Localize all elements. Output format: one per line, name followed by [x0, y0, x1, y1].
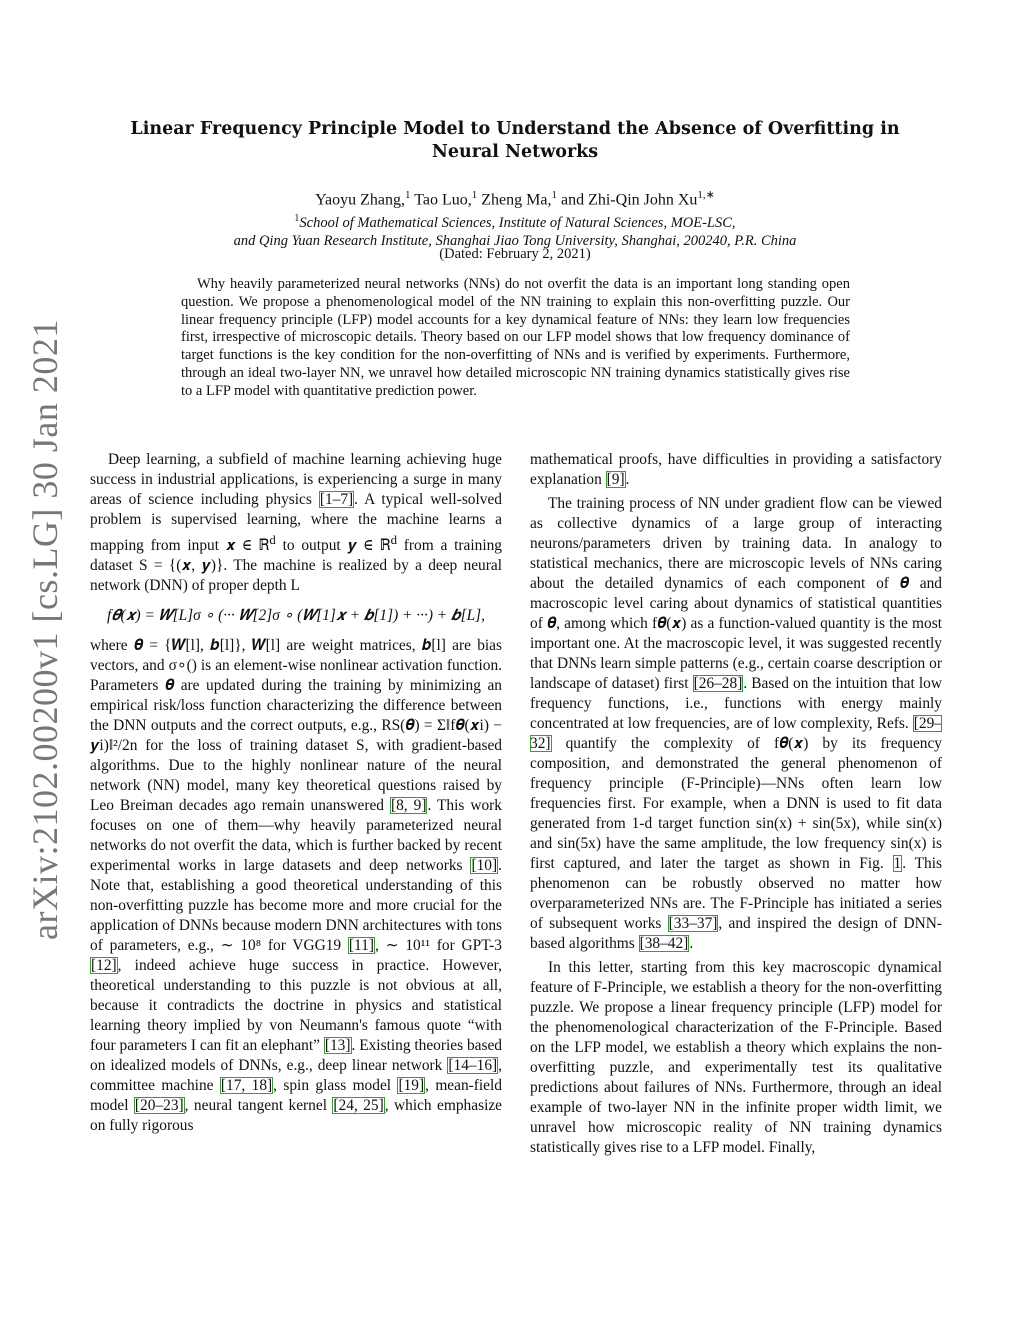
right-paragraph-3: In this letter, starting from this key macroscopic dynamical feature of F-Principle, we establish a theory for the non-overfitting puzzle. We propose a linear frequency principle (LFP) model for the phenomenological characterization of the F-Principle. Based on the LFP model, we establish a theory which explains the non-overfitting puzzle, and experimentally test its qualitative predictions about failures of NNs. Furthermore, through an ideal example of two-layer NN in the infinite proper width limit, we unravel how microscopic reality of NN training dynamics statistically gives rise to a LFP model. Finally,: [530, 959, 942, 1156]
citation-link[interactable]: [10]: [471, 857, 498, 875]
right-column: [530, 450, 942, 1158]
title-line-1: Linear Frequency Principle Model to Understand the Absence of Overfitting in: [130, 119, 900, 139]
author-4: and Zhi-Qin John Xu: [560, 191, 698, 209]
affiliation-line-2: and Qing Yuan Research Institute, Shanghai Jiao Tong University, Shanghai, 200240, P.R. China: [233, 232, 797, 249]
corresponding-author-link[interactable]: 1,∗: [697, 189, 715, 201]
citation-link[interactable]: [29–32]: [530, 715, 942, 752]
citation-link[interactable]: [12]: [91, 957, 117, 975]
left-column: [90, 450, 502, 1136]
citation-link[interactable]: [33–37]: [668, 915, 718, 932]
citation-link[interactable]: [8, 9]: [390, 797, 427, 815]
affiliation: $^1$School of Mathematical Sciences, Institute of Natural Sciences, MOE-LSC, and Qing Yuan Research Institute, Shanghai Jiao Tong University, Shanghai, 200240, P.R. China: [100, 210, 930, 250]
left-paragraph-2: where 𝜽 = {𝑾[l], 𝒃[l]}, 𝑾[l] are weight matrices, 𝒃[l] are bias vectors, and σ∘() is an element-wise nonlinear activation function. Parameters 𝜽 are updated during the training by minimizing an empirical risk/loss function characterizing the difference between the DNN outputs and the correct outputs, e.g., RS(𝜽) = Σ‖f𝜽(𝒙i) − 𝒚i)‖²/2n for the loss of training dataset S, with gradient-based algorithms. Due to the highly nonlinear nature of the neural network (NN) model, many key theoretical questions raised by Leo Breiman decades ago remain unanswered [8, 9]. This work focuses on one of them—why heavily parameterized neural networks do not overfit the data, which is further backed by recent experimental works in large datasets and deep networks [10]. Note that, establishing a good theoretical understanding of this non-overfitting puzzle has become more and more crucial for the application of DNNs because modern DNN architectures with tons of parameters, e.g., ∼ 10⁸ for VGG19 [11], ∼ 10¹¹ for GPT-3 [12], indeed achieve huge success in practice. However, theoretical understanding to this puzzle is not obvious at all, because it contradicts the doctrine in physics and statistical learning theory implied by von Neumann's famous quote “with four parameters I can fit an elephant” [13]. Existing theories based on idealized models of DNNs, e.g., deep linear network [14–16], committee machine [17, 18], spin glass model [19], mean-field model [20–23], neural tangent kernel [24, 25], which emphasize on fully rigorous: [90, 637, 503, 1135]
affiliation-line-1: School of Mathematical Sciences, Institute of Natural Sciences, MOE-LSC,: [299, 214, 736, 231]
citation-link[interactable]: [9]: [606, 471, 625, 488]
figure-link[interactable]: 1: [893, 855, 902, 872]
left-paragraph-1: Deep learning, a subfield of machine learning achieving huge success in industrial applications, is experiencing a surge in many areas of science including physics [1–7]. A typical well-solved problem is supervised learning, where the machine learns a mapping from input 𝒙 ∈ ℝ$^d$ to output 𝒚 ∈ ℝ$^d$ from a training dataset S = {(𝒙, 𝒚)}. The machine is realized by a deep neural network (DNN) of proper depth L: [90, 451, 503, 595]
author-3: Zheng Ma,: [481, 191, 552, 209]
citation-link[interactable]: [20–23]: [134, 1097, 184, 1115]
citation-link[interactable]: [26–28]: [693, 675, 743, 692]
citation-link[interactable]: [13]: [324, 1037, 351, 1055]
right-paragraph-1: mathematical proofs, have difficulties in providing a satisfactory explanation [9].: [530, 451, 942, 488]
citation-link[interactable]: [19]: [398, 1077, 425, 1095]
citation-link[interactable]: [11]: [348, 937, 374, 955]
citation-link[interactable]: [17, 18]: [220, 1077, 273, 1095]
citation-link[interactable]: [1–7]: [319, 491, 354, 508]
date-line: (Dated: February 2, 2021): [439, 246, 591, 262]
author-2: Tao Luo,: [414, 191, 472, 209]
paper-title: [100, 118, 930, 164]
abstract: Why heavily parameterized neural networks (NNs) do not overfit the data is an important long standing open question. We propose a phenomenological model of the NN training to explain this non-overfitting puzzle. Our linear frequency principle (LFP) model accounts for a key dynamical feature of NNs: they learn low frequencies first, irrespective of microscopic details. Theory based on our LFP model shows that low frequency dominance of target functions is the key condition for the non-overfitting of NNs and is verified by experiments. Furthermore, through an ideal two-layer NN, we unravel how detailed microscopic NN training dynamics statistically gives rise to a LFP model with quantitative prediction power.: [181, 276, 850, 399]
arxiv-stamp: arXiv:2102.00200v1 [cs.LG] 30 Jan 2021: [25, 319, 65, 940]
citation-link[interactable]: [14–16]: [448, 1057, 498, 1075]
author-list: Yaoyu Zhang,$^1$ Tao Luo,$^1$ Zheng Ma,$^1$ and Zhi-Qin John $Xu^{1,∗}$: [315, 189, 715, 209]
author-1: Yaoyu Zhang,: [315, 191, 406, 209]
right-paragraph-2: The training process of NN under gradient flow can be viewed as collective dynamics of a large group of interacting neurons/parameters driven by training data. In analogy to statistical mechanics, there are microscopic levels of NNs caring about the detailed dynamics of each component of 𝜽 and macroscopic level caring about dynamics of statistical quantities of 𝜽, among which f𝜽(𝒙) as a function-valued quantity is the most important one. At the macroscopic level, it was suggested recently that DNNs learn simple patterns (e.g., certain coarse description or landscape of dataset) first [26–28]. Based on the intuition that low frequency functions, i.e., functions with energy mainly concentrated at low frequencies, are of low complexity, Refs. [29–32] quantify the complexity of f𝜽(𝒙) by its frequency composition, and demonstrated the general phenomenon of frequency principle (F-Principle)—NNs often learn low frequencies first. For example, when a DNN is used to fit data generated from 1-d target function sin(x) + sin(5x), while sin(x) and sin(5x) have the same amplitude, the low frequency sin(x) is first captured, and later the target as shown in Fig. 1. This phenomenon can be robustly observed no matter how overparameterized NNs are. The F-Principle has initiated a series of subsequent works [33–37], and inspired the design of DNN-based algorithms [38–42].: [530, 495, 943, 952]
network-equation: f𝜽(𝒙) = 𝑾[L]σ ∘ (··· 𝑾[2]σ ∘ (𝑾[1]𝒙 + 𝒃[1]) + ···) + 𝒃[L],: [107, 607, 485, 625]
title-line-2: Neural Networks: [431, 142, 599, 162]
citation-link[interactable]: [24, 25]: [333, 1097, 384, 1115]
citation-link[interactable]: [38–42]: [639, 935, 689, 952]
